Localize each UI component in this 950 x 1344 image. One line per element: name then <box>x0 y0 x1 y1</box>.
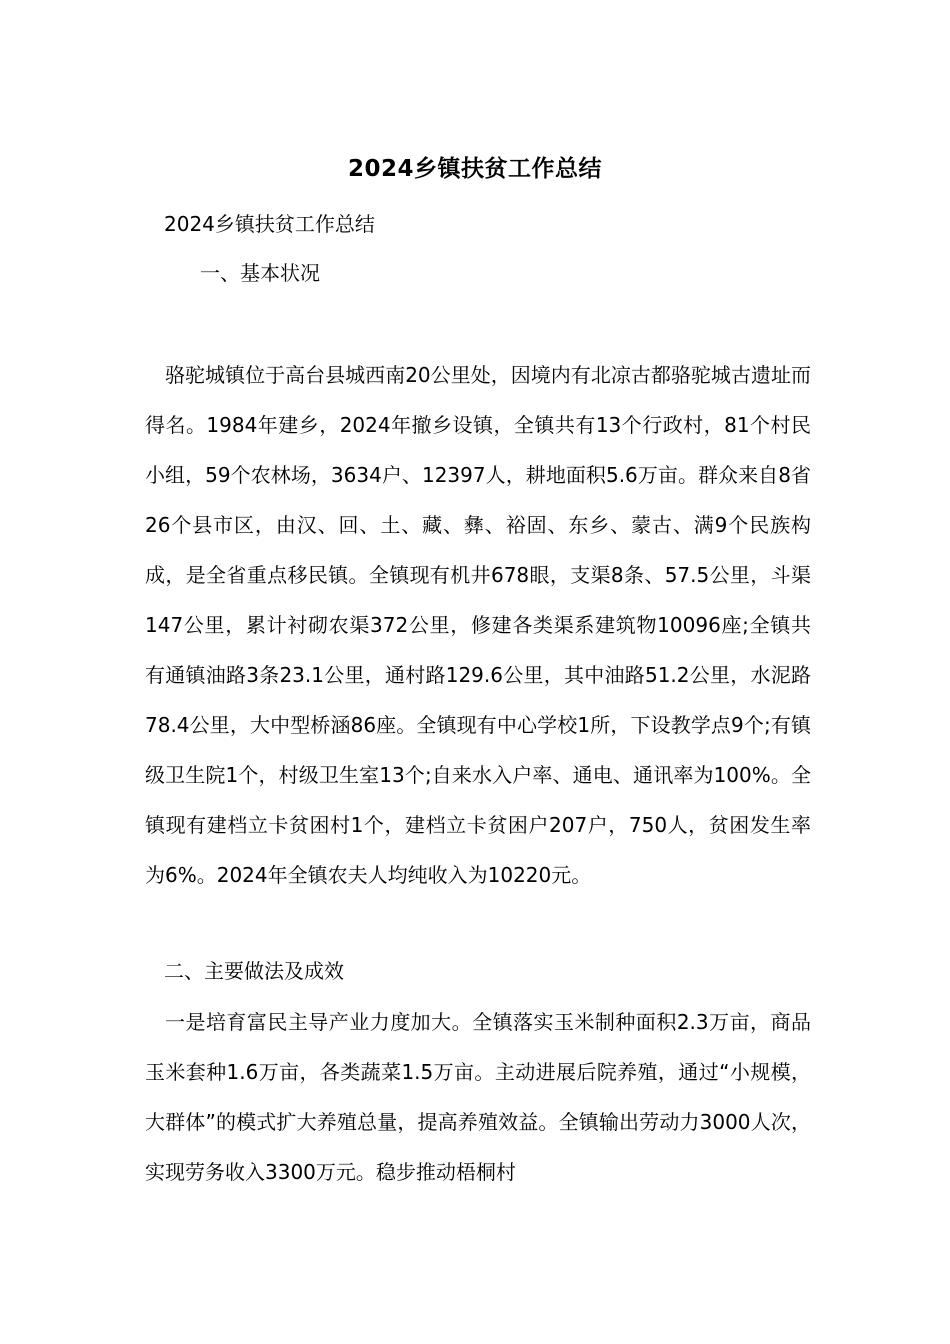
document-subtitle: 2024乡镇扶贫工作总结 <box>164 212 375 236</box>
section-heading-main-practices: 二、主要做法及成效 <box>164 959 344 983</box>
section-paragraph-basic-status: 骆驼城镇位于高台县城西南20公里处，因境内有北凉古都骆驼城古遗址而得名。1984年建乡，2024年撤乡设镇，全镇共有13个行政村，81个村民小组，59个农林场，3634户、12397人，耕地面积5.6万亩。群众来自8省26个县市区，由汉、回、土、藏、彝、裕固、东乡、蒙古、满9个民族构成，是全省重点移民镇。全镇现有机井678眼，支渠8条、57.5公里，斗渠147公里，累计衬砌农渠372公里，修建各类渠系建筑物10096座;全镇共有通镇油路3条23.1公里，通村路129.6公里，其中油路51.2公里，水泥路78.4公里，大中型桥涵86座。全镇现有中心学校1所，下设教学点9个;有镇级卫生院1个，村级卫生室13个;自来水入户率、通电、通讯率为100%。全镇现有建档立卡贫困村1个，建档立卡贫困户207户，750人，贫困发生率为6%。2024年全镇农夫人均纯收入为10220元。 <box>145 363 811 887</box>
document-title: 2024乡镇扶贫工作总结 <box>347 156 602 182</box>
section-heading-basic-status: 一、基本状况 <box>200 261 320 285</box>
section-paragraph-main-practices: 一是培育富民主导产业力度加大。全镇落实玉米制种面积2.3万亩，商品玉米套种1.6万亩，各类蔬菜1.5万亩。主动进展后院养殖，通过“小规模，大群体”的模式扩大养殖总量，提高养殖效益。全镇输出劳动力3000人次，实现劳务收入3300万元。稳步推动梧桐村 <box>145 1010 811 1184</box>
